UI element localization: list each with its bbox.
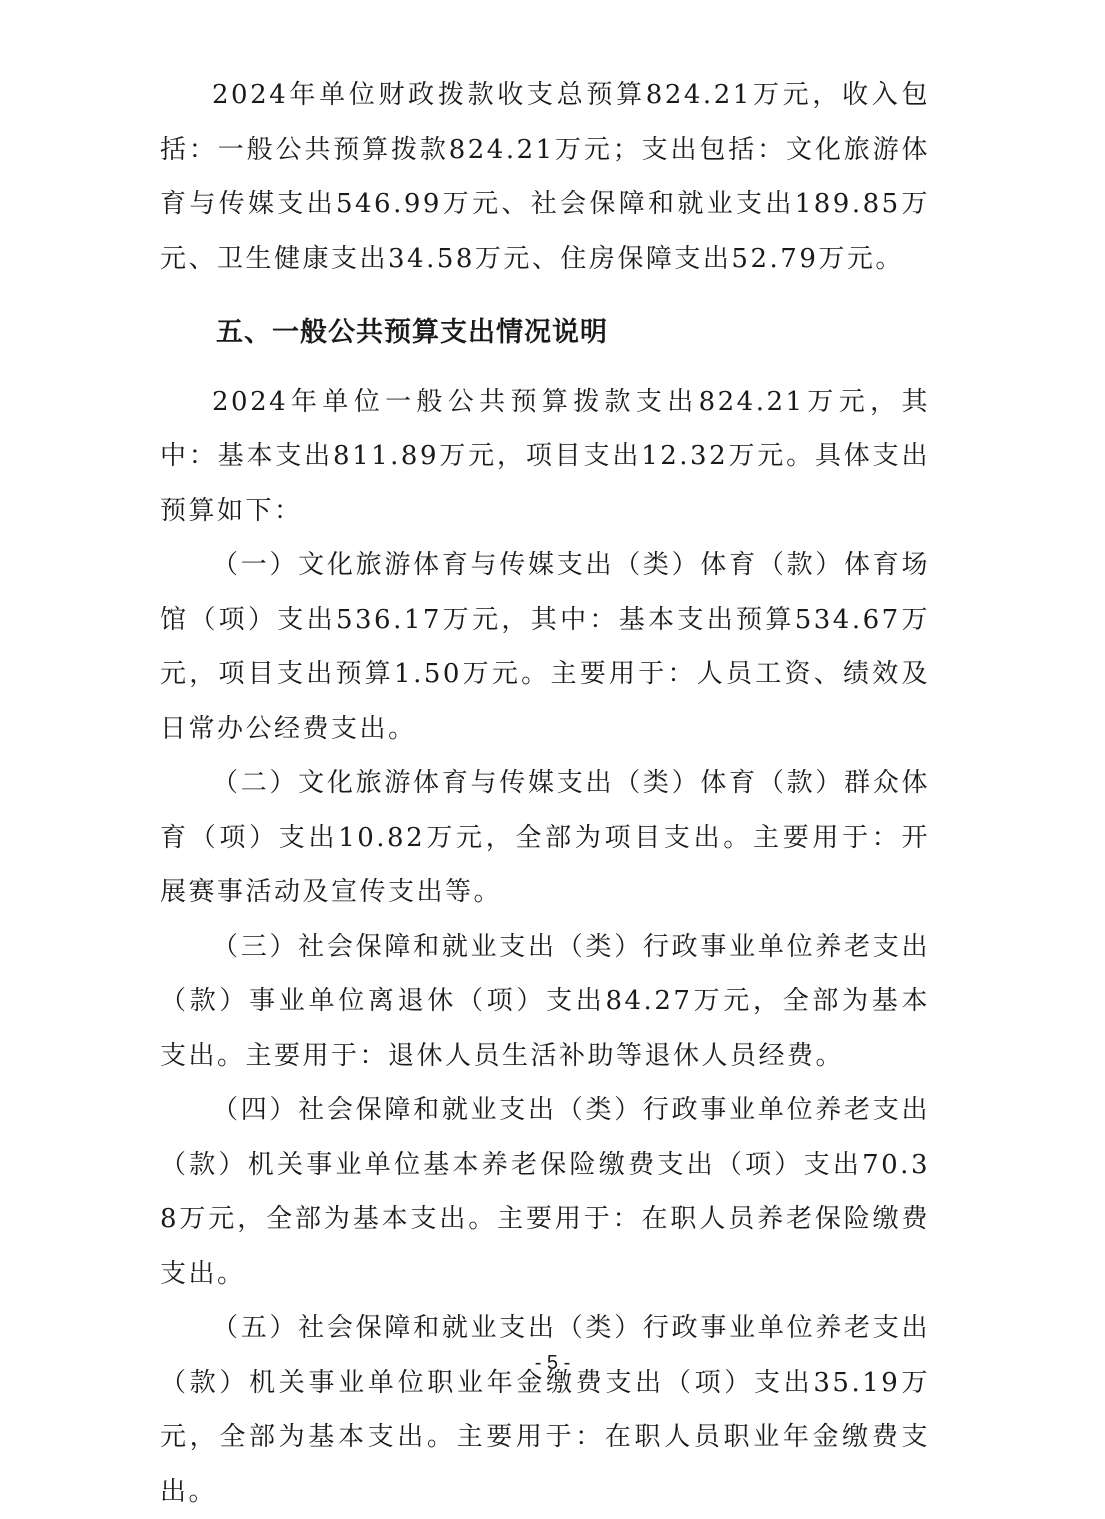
paragraph-item-3: （三）社会保障和就业支出（类）行政事业单位养老支出（款）事业单位离退休（项）支出84.27万元，全部为基本支出。主要用于：退休人员生活补助等退休人员经费。 bbox=[160, 931, 930, 1071]
page-number: - 5 - bbox=[534, 1352, 571, 1374]
paragraph-item-2: （二）文化旅游体育与传媒支出（类）体育（款）群众体育（项）支出10.82万元，全部为项目支出。主要用于：开展赛事活动及宣传支出等。 bbox=[160, 768, 930, 907]
section-heading: 五、一般公共预算支出情况说明 bbox=[216, 317, 608, 348]
paragraph-budget-summary: 2024年单位财政拨款收支总预算824.21万元，收入包括：一般公共预算拨款824.21万元；支出包括：文化旅游体育与传媒支出546.99万元、社会保障和就业支出189.85万元、卫生健康支出34.58万元、住房保障支出52.79万元。 bbox=[160, 80, 930, 274]
document-body bbox=[160, 68, 930, 1519]
paragraph-item-5: （五）社会保障和就业支出（类）行政事业单位养老支出（款）机关事业单位职业年金缴费支出（项）支出35.19万元，全部为基本支出。主要用于：在职人员职业年金缴费支出。 bbox=[160, 1313, 930, 1507]
paragraph-item-1: （一）文化旅游体育与传媒支出（类）体育（款）体育场馆（项）支出536.17万元，其中：基本支出预算534.67万元，项目支出预算1.50万元。主要用于：人员工资、绩效及日常办公经费支出。 bbox=[160, 550, 930, 744]
paragraph-expenditure-overview: 2024年单位一般公共预算拨款支出824.21万元，其中：基本支出811.89万元，项目支出12.32万元。具体支出预算如下： bbox=[160, 386, 930, 526]
paragraph-item-4: （四）社会保障和就业支出（类）行政事业单位养老支出（款）机关事业单位基本养老保险缴费支出（项）支出70.38万元，全部为基本支出。主要用于：在职人员养老保险缴费支出。 bbox=[160, 1095, 930, 1289]
